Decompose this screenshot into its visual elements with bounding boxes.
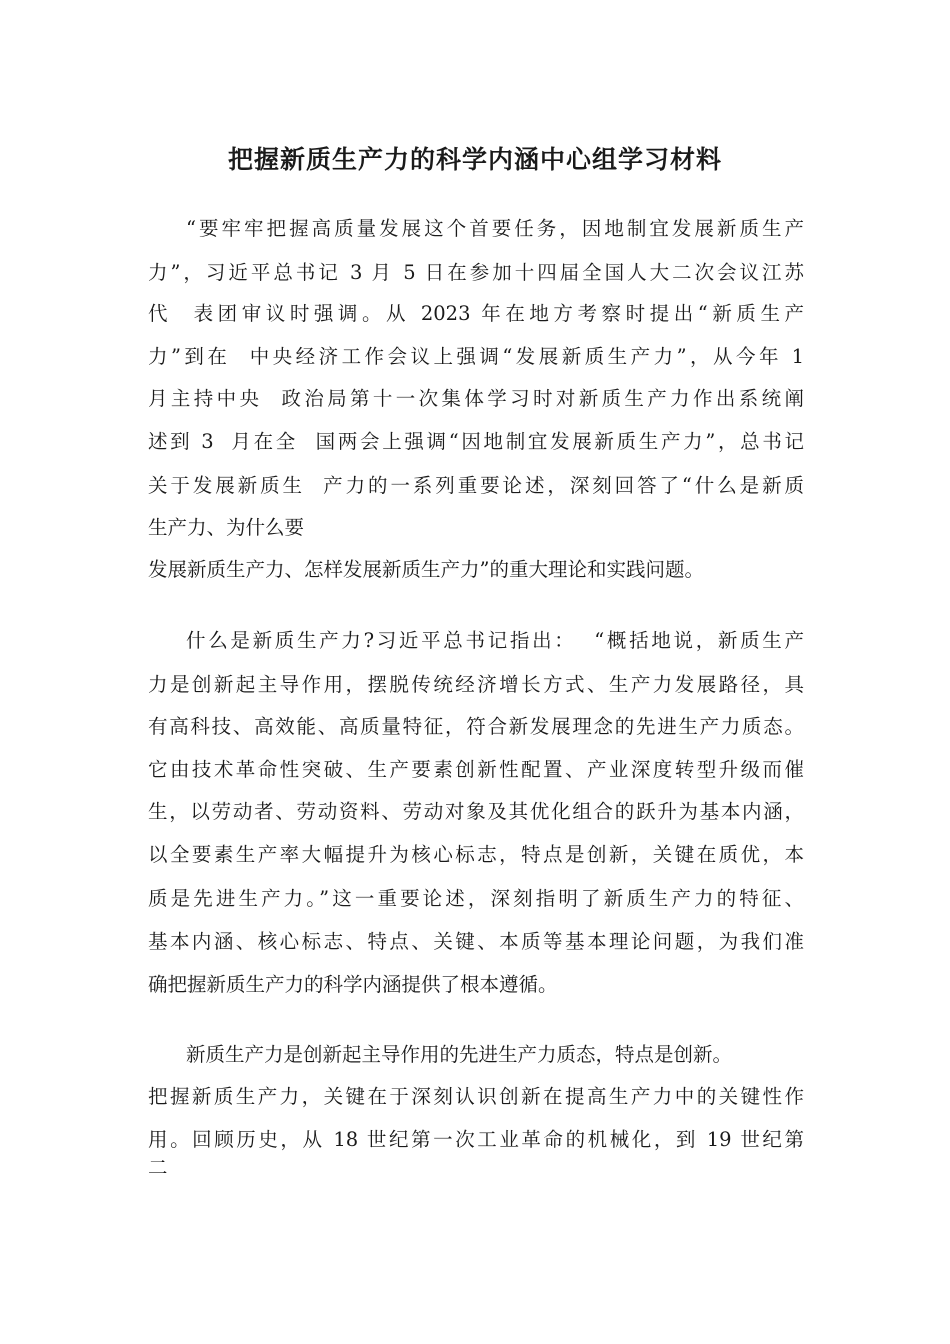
text-line: 以全要素生产率大幅提升为核心标志，特点是创新，关键在质优，本 bbox=[148, 843, 804, 866]
text-line: 基本内涵、核心标志、特点、关键、本质等基本理论问题，为我们准 bbox=[148, 930, 804, 953]
text-line: 确把握新质生产力的科学内涵提供了根本遵循。 bbox=[148, 973, 558, 996]
text-line: 述到 3 月在全 国两会上强调“因地制宜发展新质生产力”，总书记 bbox=[148, 430, 804, 453]
text-line: 力”，习近平总书记 3 月 5 日在参加十四届全国人大二次会议江苏 bbox=[148, 261, 804, 284]
text-line: 生产力、为什么要 bbox=[148, 516, 305, 539]
text-line: 它由技术革命性突破、生产要素创新性配置、产业深度转型升级而催 bbox=[148, 758, 804, 781]
text-line: 发展新质生产力、怎样发展新质生产力”的重大理论和实践问题。 bbox=[148, 558, 704, 581]
text-line: 关于发展新质生 产力的一系列重要论述，深刻回答了“什么是新质 bbox=[148, 474, 804, 497]
text-line: 力”到在 中央经济工作会议上强调“发展新质生产力”，从今年 1 bbox=[148, 345, 804, 368]
text-line: “要牢牢把握高质量发展这个首要任务，因地制宜发展新质生产 bbox=[186, 217, 804, 240]
text-line: 月主持中央 政治局第十一次集体学习时对新质生产力作出系统阐 bbox=[148, 387, 804, 410]
text-line: 什么是新质生产力?习近平总书记指出： “概括地说，新质生产 bbox=[186, 629, 804, 652]
text-line: 新质生产力是创新起主导作用的先进生产力质态，特点是创新。 bbox=[186, 1043, 733, 1066]
text-line: 质是先进生产力。”这一重要论述，深刻指明了新质生产力的特征、 bbox=[148, 887, 804, 910]
text-line: 力是创新起主导作用，摆脱传统经济增长方式、生产力发展路径，具 bbox=[148, 673, 804, 696]
document-title: 把握新质生产力的科学内涵中心组学习材料 bbox=[227, 145, 722, 174]
text-line: 把握新质生产力，关键在于深刻认识创新在提高生产力中的关键性作 bbox=[148, 1085, 804, 1108]
text-line: 有高科技、高效能、高质量特征，符合新发展理念的先进生产力质态。 bbox=[148, 715, 804, 738]
text-line: 生，以劳动者、劳动资料、劳动对象及其优化组合的跃升为基本内涵， bbox=[148, 800, 804, 823]
text-line: 二 bbox=[148, 1156, 168, 1179]
text-line: 用。回顾历史，从 18 世纪第一次工业革命的机械化，到 19 世纪第 bbox=[148, 1128, 804, 1151]
text-line: 代 表团审议时强调。从 2023 年在地方考察时提出“新质生产 bbox=[148, 302, 804, 325]
